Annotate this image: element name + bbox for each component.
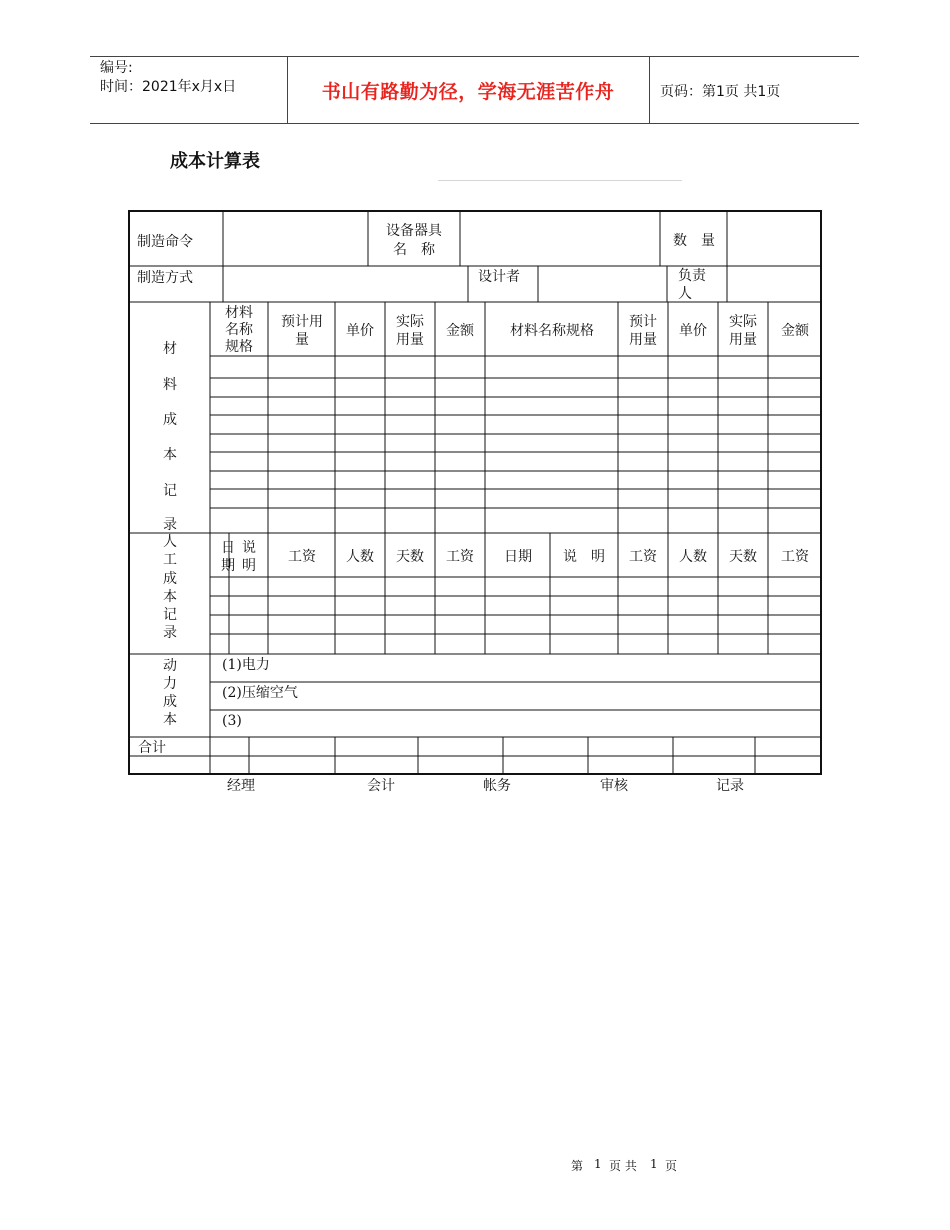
col-actual-2: 实际 (729, 314, 757, 330)
col-material-name-2: 材料名称规格 (510, 323, 594, 339)
label-designer: 设计者 (478, 269, 520, 285)
label-equipment-line2: 名 称 (393, 242, 435, 258)
col-date-top: 日 (221, 540, 235, 556)
col-planned: 预计用 (281, 314, 323, 330)
svg-text:用量: 用量 (729, 332, 757, 348)
svg-text:记: 记 (163, 483, 177, 499)
svg-text:成: 成 (163, 412, 177, 428)
col-desc-top: 说 (242, 540, 256, 556)
svg-text:力: 力 (163, 676, 177, 692)
col-wage: 工资 (288, 549, 316, 565)
col-unit-price: 单价 (346, 323, 374, 339)
power-section-label (163, 657, 177, 728)
footer-suffix: 页 (665, 1159, 678, 1173)
material-header (225, 304, 810, 355)
header-page-info: 页码：第1页 共1页 (660, 84, 781, 100)
svg-text:量: 量 (295, 332, 309, 348)
svg-text:记: 记 (163, 607, 177, 623)
label-order: 制造命令 (137, 234, 193, 250)
col-wage-3: 工资 (629, 549, 657, 565)
svg-text:本: 本 (163, 589, 177, 605)
col-amount-2: 金额 (781, 323, 809, 339)
svg-text:工: 工 (163, 552, 177, 568)
label-responsible-line1: 负责 (678, 268, 706, 284)
label-equipment-line1: 设备器具 (386, 223, 442, 239)
col-days-2: 天数 (729, 549, 757, 565)
footer-current-page: 1 (594, 1157, 602, 1171)
label-quantity: 数 量 (673, 233, 715, 249)
label-method: 制造方式 (137, 270, 193, 286)
labor-section-label (163, 534, 177, 641)
col-unit-price-2: 单价 (679, 323, 707, 339)
svg-text:规格: 规格 (225, 339, 253, 355)
col-date-bottom: 期 (221, 558, 235, 574)
svg-text:动: 动 (163, 658, 177, 674)
power-item-electricity: (1)电力 (222, 657, 270, 673)
svg-text:用量: 用量 (396, 332, 424, 348)
signature-review: 审核 (600, 778, 628, 794)
col-amount: 金额 (446, 323, 474, 339)
label-responsible-line2: 人 (678, 286, 692, 302)
svg-text:名称: 名称 (225, 322, 253, 338)
label-total: 合计 (138, 740, 166, 756)
svg-text:本: 本 (163, 712, 177, 728)
col-planned-2: 预计 (629, 314, 657, 330)
svg-text:人: 人 (163, 534, 177, 550)
footer-prefix: 第 (571, 1159, 584, 1173)
col-actual: 实际 (396, 314, 424, 330)
svg-text:本: 本 (163, 447, 177, 463)
col-days: 天数 (396, 549, 424, 565)
footer-middle: 页 共 (609, 1159, 637, 1173)
svg-text:材: 材 (163, 341, 177, 357)
col-desc-2: 说 明 (563, 549, 605, 565)
signature-manager: 经理 (227, 778, 255, 794)
svg-text:录: 录 (163, 517, 177, 533)
code-label: 编号: (100, 60, 133, 76)
col-date-2: 日期 (504, 549, 532, 565)
document-title: 成本计算表 (170, 151, 260, 172)
svg-text:成: 成 (163, 571, 177, 587)
footer-total-pages: 1 (650, 1157, 658, 1171)
signature-bookkeeping: 帐务 (483, 778, 511, 794)
col-material-name: 材料 (225, 305, 253, 321)
time-label: 时间：2021年x月x日 (100, 79, 237, 95)
col-desc-bottom: 明 (242, 558, 256, 574)
svg-text:录: 录 (163, 625, 177, 641)
svg-text:料: 料 (163, 377, 177, 393)
col-people: 人数 (346, 549, 374, 565)
signature-record: 记录 (716, 778, 744, 794)
power-item-compressed-air: (2)压缩空气 (222, 685, 298, 701)
col-wage-2: 工资 (446, 549, 474, 565)
material-section-label (163, 340, 177, 533)
labor-header (221, 540, 810, 574)
svg-text:用量: 用量 (629, 332, 657, 348)
signature-row (227, 777, 744, 794)
col-people-2: 人数 (679, 549, 707, 565)
svg-text:成: 成 (163, 694, 177, 710)
col-wage-4: 工资 (781, 549, 809, 565)
header-motto: 书山有路勤为径，学海无涯苦作舟 (321, 81, 615, 103)
power-item-3: (3) (222, 713, 242, 729)
signature-accountant: 会计 (367, 778, 395, 794)
